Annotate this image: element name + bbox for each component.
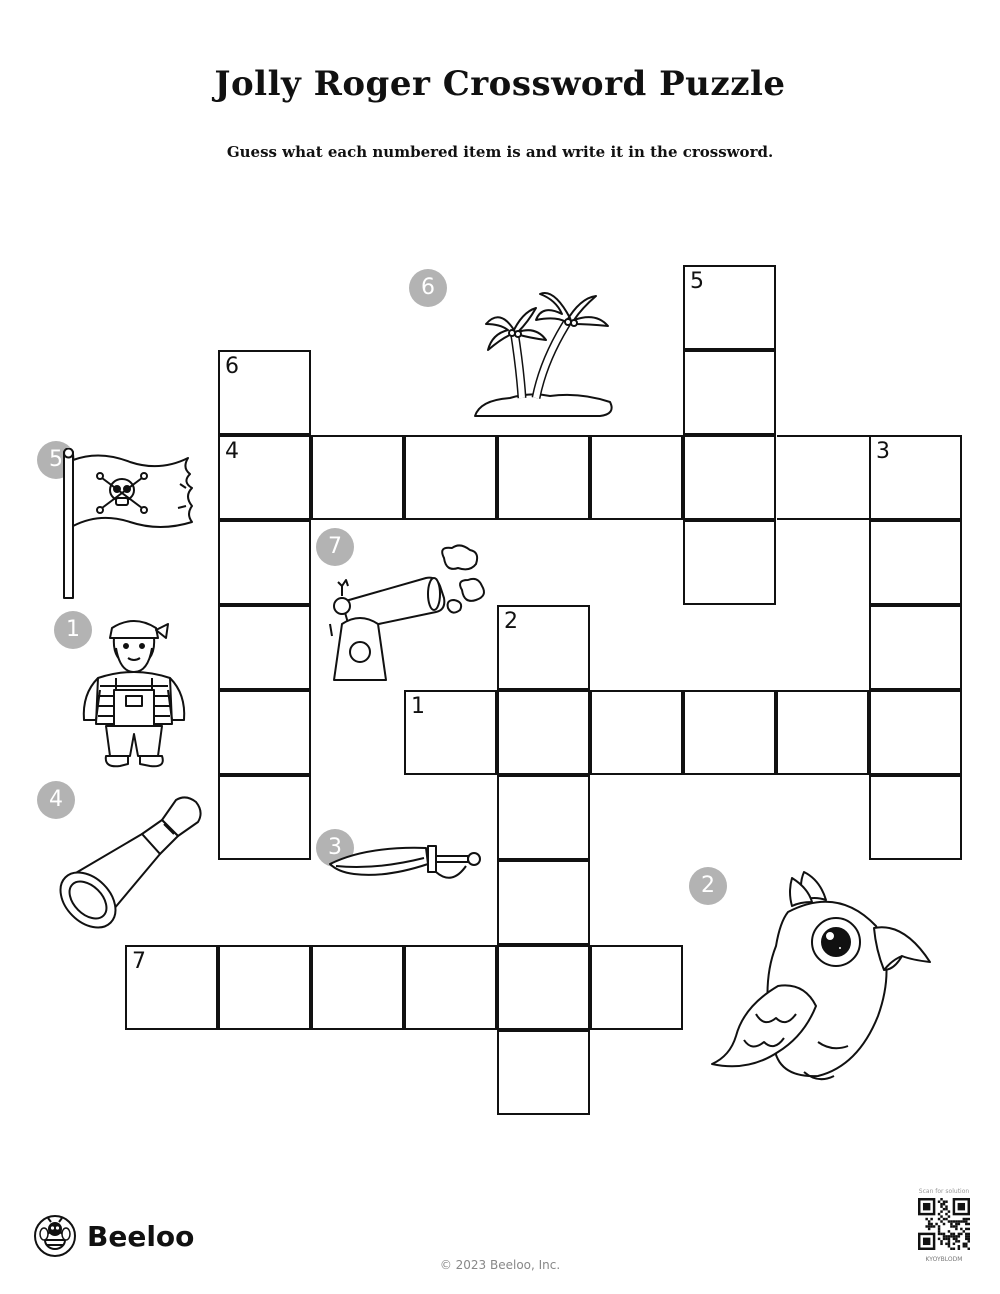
- page-title: Jolly Roger Crossword Puzzle: [214, 64, 786, 104]
- parrot-icon: [708, 866, 938, 1086]
- clue-badge-5: 5: [37, 441, 75, 479]
- crossword-cell[interactable]: [497, 945, 590, 1030]
- crossword-cell[interactable]: [683, 690, 776, 775]
- crossword-cell[interactable]: [497, 775, 590, 860]
- spyglass-icon: [44, 794, 204, 939]
- crossword-cell[interactable]: [497, 1030, 590, 1115]
- clue-badge-7: 7: [316, 528, 354, 566]
- crossword-cell[interactable]: [683, 435, 776, 520]
- clue-badge-2: 2: [689, 867, 727, 905]
- qr-label: Scan for solution: [918, 1188, 970, 1195]
- crossword-cell[interactable]: [590, 945, 683, 1030]
- cannon-icon: [320, 544, 490, 684]
- cell-number: 4: [225, 439, 239, 464]
- qr-code-icon: [918, 1198, 970, 1250]
- clue-badge-4: 4: [37, 781, 75, 819]
- crossword-cell[interactable]: [869, 775, 962, 860]
- crossword-cell[interactable]: [218, 690, 311, 775]
- crossword-cell[interactable]: [218, 435, 311, 520]
- qr-code-text: KYOYBLODM: [925, 1256, 963, 1263]
- cell-number: 1: [411, 694, 425, 719]
- crossword-cell[interactable]: [869, 690, 962, 775]
- bee-logo-icon: [33, 1214, 77, 1258]
- instructions: Guess what each numbered item is and write it in the crossword.: [226, 143, 774, 161]
- palm-island-icon: [470, 268, 620, 423]
- clue-badge-6: 6: [409, 269, 447, 307]
- crossword-cell[interactable]: [497, 860, 590, 945]
- crossword-cell[interactable]: [311, 435, 404, 520]
- pirate-icon: [76, 614, 191, 774]
- cell-number: 7: [132, 949, 146, 974]
- crossword-cell[interactable]: [404, 945, 497, 1030]
- crossword-cell[interactable]: [218, 605, 311, 690]
- cell-number: 6: [225, 354, 239, 379]
- brand-name: Beeloo: [87, 1219, 195, 1253]
- crossword-cell[interactable]: [683, 265, 776, 350]
- crossword-cell[interactable]: [311, 945, 404, 1030]
- crossword-cell[interactable]: [218, 520, 311, 605]
- crossword-cell[interactable]: [125, 945, 218, 1030]
- crossword-cell[interactable]: [869, 435, 962, 520]
- crossword-cell[interactable]: [590, 690, 683, 775]
- crossword-cell[interactable]: [218, 350, 311, 435]
- crossword-cell[interactable]: [404, 690, 497, 775]
- crossword-cell[interactable]: [590, 435, 683, 520]
- crossword-cell[interactable]: [683, 350, 776, 435]
- crossword-cell[interactable]: [404, 435, 497, 520]
- brand: [33, 1214, 194, 1258]
- crossword-cell[interactable]: [218, 775, 311, 860]
- crossword-cell[interactable]: [497, 435, 590, 520]
- crossword-cell[interactable]: [776, 690, 869, 775]
- qr-block: [914, 1188, 974, 1263]
- clue-badge-3: 3: [316, 829, 354, 867]
- sword-icon: [326, 842, 484, 887]
- crossword-gap-cell: [777, 435, 870, 520]
- clue-badge-1: 1: [54, 611, 92, 649]
- copyright: © 2023 Beeloo, Inc.: [439, 1258, 561, 1272]
- crossword-cell[interactable]: [869, 605, 962, 690]
- cell-number: 2: [504, 609, 518, 634]
- crossword-cell[interactable]: [869, 520, 962, 605]
- cell-number: 5: [690, 269, 704, 294]
- crossword-cell[interactable]: [683, 520, 776, 605]
- crossword-cell[interactable]: [218, 945, 311, 1030]
- pirate-flag-icon: [60, 448, 200, 600]
- cell-number: 3: [876, 439, 890, 464]
- crossword-cell[interactable]: [497, 605, 590, 690]
- crossword-cell[interactable]: [497, 690, 590, 775]
